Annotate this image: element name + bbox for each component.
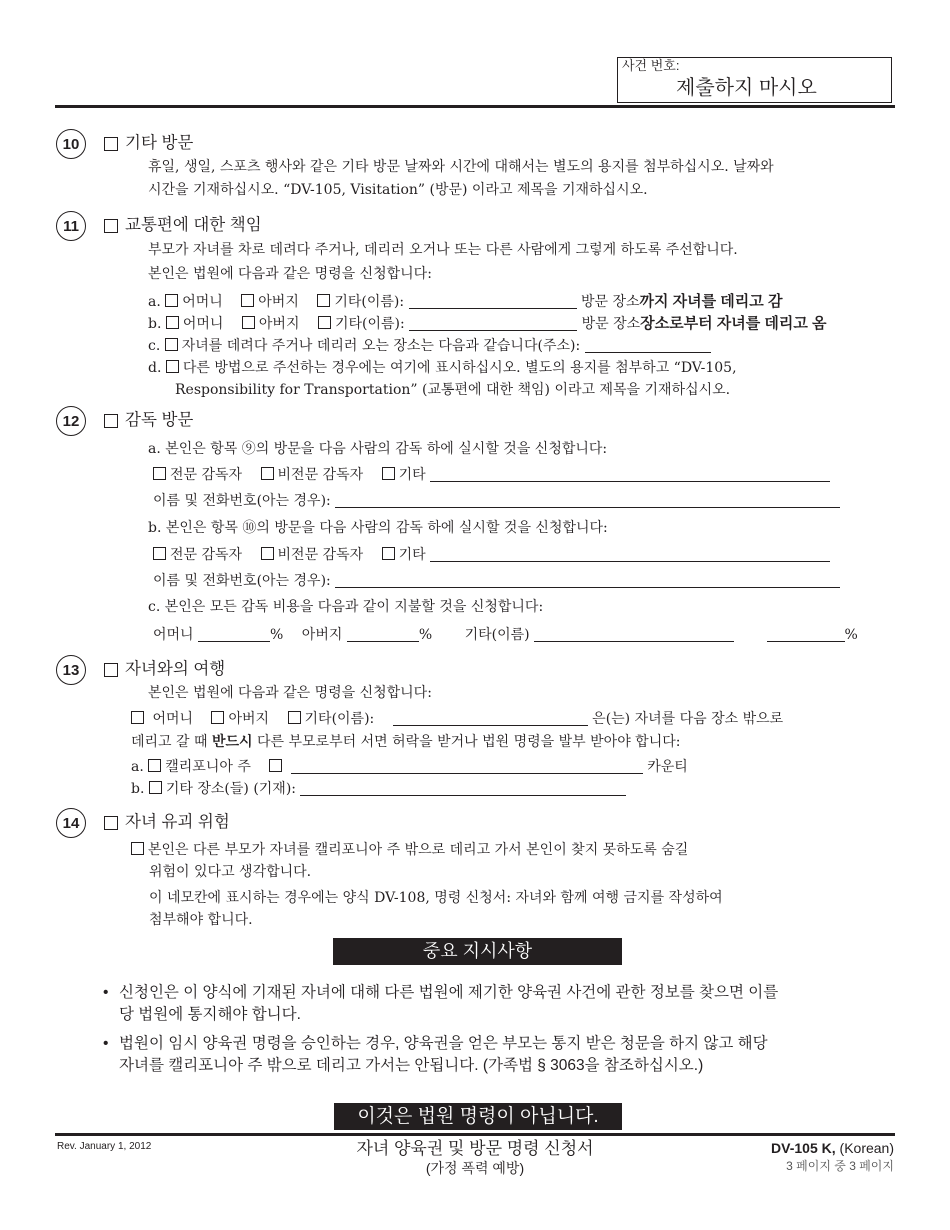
professional-supervisor-label: 전문 감독자: [170, 467, 243, 483]
item-label: b.: [148, 520, 162, 536]
section-14-row: [131, 840, 688, 860]
item-label: c.: [148, 599, 161, 615]
name-phone-label: 이름 및 전화번호(아는 경우):: [153, 493, 331, 509]
section-10-checkbox[interactable]: [104, 137, 118, 151]
other-arrangement-checkbox[interactable]: [166, 360, 179, 373]
other-name-field[interactable]: [534, 627, 734, 642]
father-checkbox[interactable]: [211, 711, 224, 724]
section-10-title: 기타 방문: [125, 134, 194, 152]
mother-label: 어머니: [153, 627, 194, 643]
item-label: a.: [148, 294, 161, 310]
california-checkbox[interactable]: [148, 759, 161, 772]
not-court-order-banner: 이것은 법원 명령이 아닙니다.: [334, 1103, 622, 1130]
form-number: DV-105 K,: [771, 1140, 836, 1156]
section-number-10: 10: [56, 129, 86, 159]
section-number-12: 12: [56, 406, 86, 436]
other-checkbox[interactable]: [318, 316, 331, 329]
section-12-title: 감독 방문: [125, 411, 194, 429]
section-11-text: 부모가 자녀를 차로 데려다 주거나, 데리러 오거나 또는 다른 사람에게 그렇게 하도록 주선합니다.: [148, 242, 738, 258]
other-supervisor-label: 기타: [398, 467, 426, 483]
instruction-bullet: •: [103, 1035, 109, 1052]
mother-checkbox[interactable]: [166, 316, 179, 329]
county-field[interactable]: [291, 759, 643, 774]
requirement-text: 데리고 갈 때: [131, 734, 208, 750]
name-phone-label: 이름 및 전화번호(아는 경우):: [153, 573, 331, 589]
section-number-13: 13: [56, 655, 86, 685]
item-label: c.: [148, 338, 161, 354]
nonprofessional-supervisor-label: 비전문 감독자: [277, 467, 364, 483]
other-name-field[interactable]: [409, 316, 577, 331]
section-14-checkbox[interactable]: [104, 816, 118, 830]
section-number-11: 11: [56, 211, 86, 241]
item-label: b.: [131, 781, 145, 797]
other-checkbox[interactable]: [288, 711, 301, 724]
requirement-text: 다른 부모로부터 서면 허락을 받거나 법원 명령을 발부 받아야 합니다:: [257, 734, 681, 750]
percent-sign: %: [418, 627, 433, 643]
county-label: 카운티: [647, 759, 688, 775]
section-12-checkbox[interactable]: [104, 414, 118, 428]
nonprofessional-supervisor-checkbox[interactable]: [261, 547, 274, 560]
other-percent-field[interactable]: [767, 627, 845, 642]
other-supervisor-checkbox[interactable]: [382, 467, 395, 480]
section-11-b-row: [148, 314, 827, 334]
item-text: 본인은 항목 ⑩의 방문을 다음 사람의 감독 하에 실시할 것을 신청합니다:: [165, 520, 608, 536]
case-number-box: [617, 57, 892, 103]
abduction-risk-text: 본인은 다른 부모가 자녀를 캘리포니아 주 밖으로 데리고 가서 본인이 찾지 못하도록 숨길: [148, 842, 689, 858]
other-label: 기타(이름):: [334, 316, 405, 332]
father-checkbox[interactable]: [241, 294, 254, 307]
name-phone-field[interactable]: [335, 493, 840, 508]
father-label: 아버지: [258, 294, 299, 310]
nonprofessional-supervisor-checkbox[interactable]: [261, 467, 274, 480]
section-11-title: 교통편에 대한 책임: [125, 216, 262, 234]
other-name-field[interactable]: [393, 711, 588, 726]
item-text: 본인은 모든 감독 비용을 다음과 같이 지불할 것을 신청합니다:: [164, 599, 544, 615]
exchange-address-field[interactable]: [585, 338, 711, 353]
section-13-a-row: [131, 757, 688, 777]
abduction-risk-checkbox[interactable]: [131, 842, 144, 855]
california-label: 캘리포니아 주: [165, 759, 251, 775]
section-14-text: 위험이 있다고 생각합니다.: [149, 864, 312, 880]
form-subtitle: (가정 폭력 예방): [425, 1160, 525, 1176]
other-label: 기타(이름):: [334, 294, 405, 310]
other-supervisor-checkbox[interactable]: [382, 547, 395, 560]
other-places-label: 기타 장소(들) (기재):: [165, 781, 297, 797]
instruction-bullet: •: [103, 984, 109, 1001]
section-10-text: 휴일, 생일, 스포츠 행사와 같은 기타 방문 날짜와 시간에 대해서는 별도의 용지를 첨부하십시오. 날짜와: [148, 159, 774, 175]
instruction-text: 법원이 임시 양육권 명령을 승인하는 경우, 양육권을 얻은 부모는 통지 받은 청문을 하지 않고 해당: [119, 1035, 768, 1052]
other-supervisor-label: 기타: [398, 547, 426, 563]
section-12-c-costs: [153, 625, 858, 645]
case-number-value: 제출하지 마시오: [676, 77, 817, 99]
item-label: b.: [148, 316, 162, 332]
other-checkbox[interactable]: [317, 294, 330, 307]
mother-checkbox[interactable]: [131, 711, 144, 724]
other-name-field[interactable]: [409, 294, 577, 309]
section-11-c-row: [148, 336, 711, 356]
section-11-a-row: [148, 292, 782, 312]
form-language: (Korean): [839, 1140, 894, 1156]
exchange-address-label: 자녀를 데려다 주거나 데리러 오는 장소는 다음과 같습니다(주소):: [181, 338, 581, 354]
section-11-d-row: [148, 358, 737, 378]
header-rule: [55, 105, 895, 108]
mother-percent-field[interactable]: [198, 627, 270, 642]
father-label: 아버지: [228, 711, 270, 727]
other-places-field[interactable]: [300, 781, 626, 796]
other-supervisor-field[interactable]: [430, 467, 830, 482]
percent-sign: %: [270, 627, 284, 643]
other-arrangement-label: 다른 방법으로 주선하는 경우에는 여기에 표시하십시오. 별도의 용지를 첨부하고 “DV-105,: [182, 360, 737, 376]
section-number-14: 14: [56, 808, 86, 838]
section-13-title: 자녀와의 여행: [125, 660, 226, 678]
father-checkbox[interactable]: [242, 316, 255, 329]
section-13-text: 은(는) 자녀를 다음 장소 밖으로: [592, 711, 784, 727]
instruction-text: 자녀를 캘리포니아 주 밖으로 데리고 가서는 안됩니다. (가족법 § 3063을 참조하십시오.): [119, 1057, 704, 1074]
form-id: [771, 1139, 894, 1157]
item-label: a.: [131, 759, 144, 775]
item-text: 본인은 항목 ⑨의 방문을 다음 사람의 감독 하에 실시할 것을 신청합니다:: [165, 441, 608, 457]
other-label: 기타(이름):: [304, 711, 375, 727]
item-label: a.: [148, 441, 161, 457]
section-12-b-name-row: [153, 571, 840, 591]
visit-location-text: 방문 장소: [580, 294, 640, 310]
visit-location-text: 방문 장소: [581, 316, 641, 332]
county-checkbox[interactable]: [269, 759, 282, 772]
mother-checkbox[interactable]: [165, 294, 178, 307]
instruction-text: 당 법원에 통지해야 합니다.: [119, 1006, 301, 1023]
instruction-text: 신청인은 이 양식에 기재된 자녀에 대해 다른 법원에 제기한 양육권 사건에 관한 정보를 찾으면 이를: [119, 984, 779, 1001]
case-number-label: 사건 번호:: [622, 58, 680, 73]
item-label: d.: [148, 360, 162, 376]
section-12-a-options: [153, 465, 830, 485]
section-14-title: 자녀 유괴 위험: [125, 813, 230, 831]
mother-label: 어머니: [182, 316, 224, 332]
section-13-checkbox[interactable]: [104, 663, 118, 677]
pick-up-text: 장소로부터 자녀를 데리고 옴: [640, 315, 827, 332]
other-supervisor-field[interactable]: [430, 547, 830, 562]
professional-supervisor-label: 전문 감독자: [170, 547, 243, 563]
father-label: 아버지: [301, 627, 343, 643]
section-12-c-text: [148, 597, 543, 617]
section-12-b-options: [153, 545, 830, 565]
mother-label: 어머니: [182, 294, 223, 310]
exchange-address-checkbox[interactable]: [165, 338, 178, 351]
section-13-text: 본인은 법원에 다음과 같은 명령을 신청합니다:: [148, 685, 432, 701]
section-12-b-text: [148, 518, 608, 538]
section-12-a-name-row: [153, 491, 840, 511]
section-14-text: 첨부해야 합니다.: [149, 912, 253, 928]
section-14-text: 이 네모칸에 표시하는 경우에는 양식 DV-108, 명령 신청서: 자녀와 함께 여행 금지를 작성하여: [149, 890, 723, 906]
must-emphasis: 반드시: [211, 733, 253, 749]
mother-label: 어머니: [152, 711, 194, 727]
father-percent-field[interactable]: [347, 627, 419, 642]
important-instructions-heading: 중요 지시사항: [333, 938, 622, 965]
page-number: 3 페이지 중 3 페이지: [786, 1159, 894, 1173]
section-12-a-text: [148, 439, 607, 459]
drop-off-text: 까지 자녀를 데리고 감: [639, 293, 783, 310]
other-places-checkbox[interactable]: [149, 781, 162, 794]
name-phone-field[interactable]: [335, 573, 840, 588]
section-13-parent-row: [131, 709, 783, 729]
section-10-text: 시간을 기재하십시오. “DV-105, Visitation” (방문) 이라고 제목을 기재하십시오.: [148, 182, 648, 198]
percent-sign: %: [844, 627, 858, 643]
form-title: 자녀 양육권 및 방문 명령 신청서: [356, 1139, 594, 1158]
section-11-checkbox[interactable]: [104, 219, 118, 233]
nonprofessional-supervisor-label: 비전문 감독자: [277, 547, 364, 563]
section-13-requirement: [131, 731, 680, 752]
section-11-text: 본인은 법원에 다음과 같은 명령을 신청합니다:: [148, 266, 432, 282]
other-name-label: 기타(이름): [464, 627, 530, 643]
footer-rule: [55, 1133, 895, 1136]
professional-supervisor-checkbox[interactable]: [153, 547, 166, 560]
revision-date: Rev. January 1, 2012: [57, 1141, 152, 1152]
professional-supervisor-checkbox[interactable]: [153, 467, 166, 480]
section-13-b-row: [131, 779, 626, 799]
father-label: 아버지: [258, 316, 300, 332]
section-11-d-text: Responsibility for Transportation” (교통편에 대한 책임) 이라고 제목을 기재하십시오.: [175, 382, 731, 398]
